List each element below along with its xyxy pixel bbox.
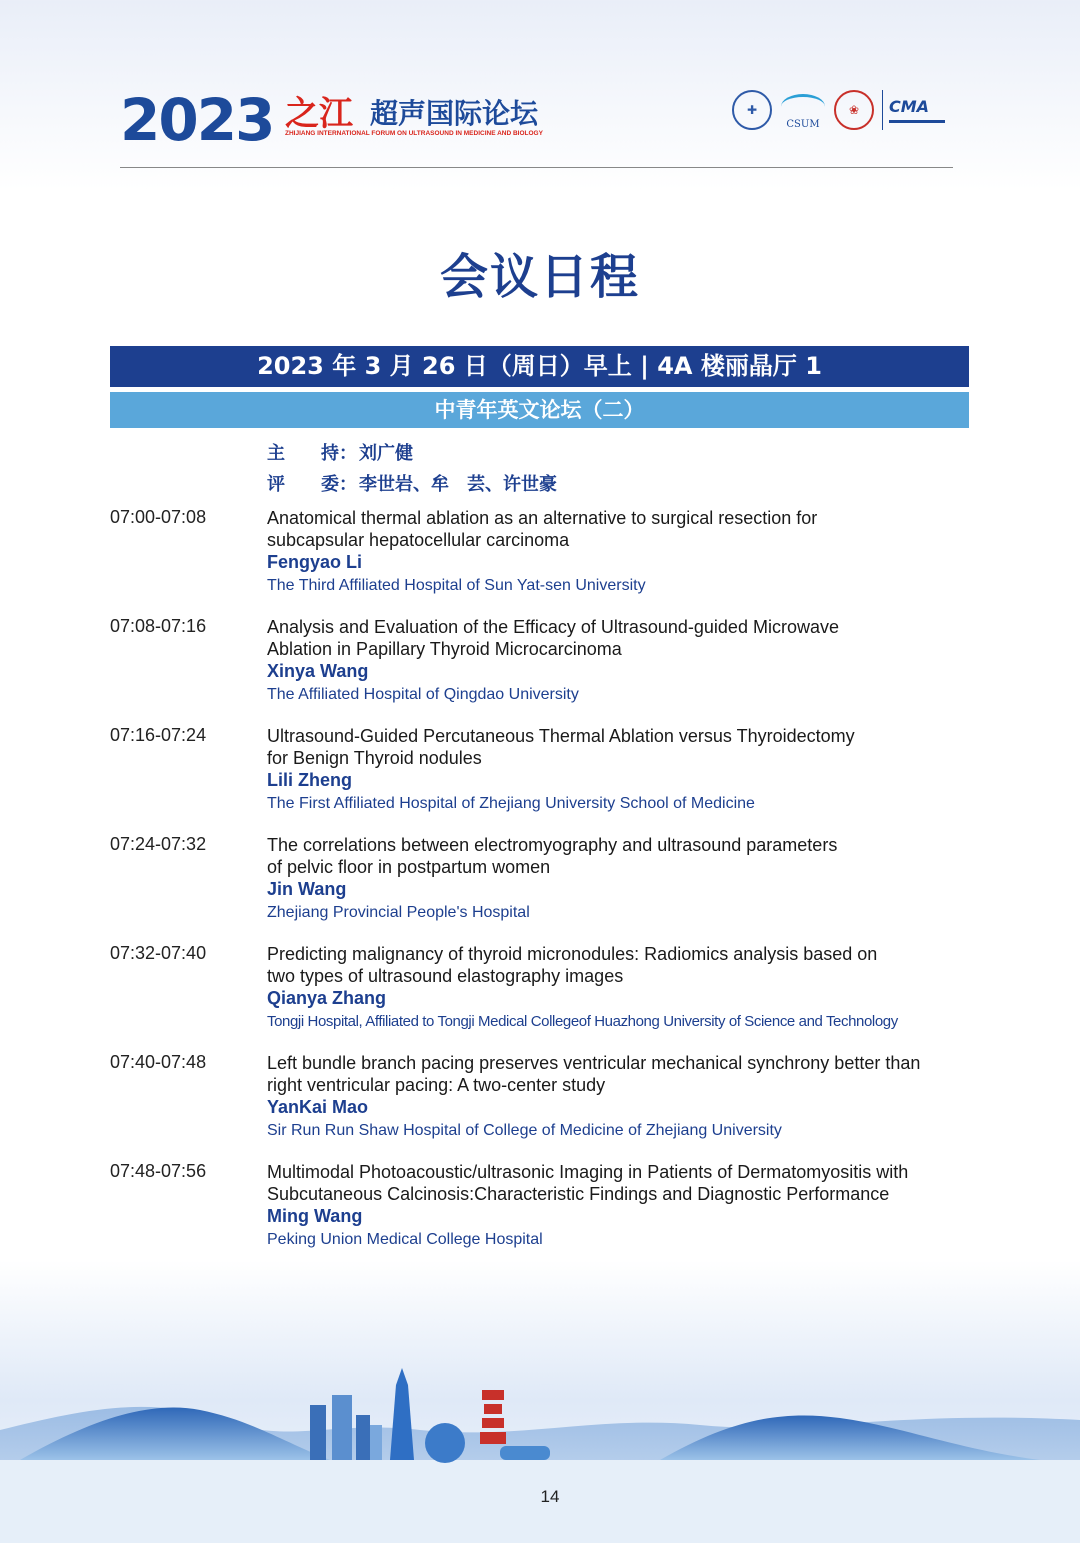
building-icon (310, 1395, 382, 1460)
session-title: Multimodal Photoacoustic/ultrasonic Imaging in Patients of Dermatomyositis with Subcutaneous Calcinosis:Characteristic Findings and Diagnostic Performance (267, 1162, 909, 1204)
medical-association-logo-icon: ❀ (834, 90, 874, 130)
session-title: Ultrasound-Guided Percutaneous Thermal Ablation versus Thyroidectomy for Benign Thyroid nodules (267, 726, 855, 768)
session-speaker: Lili Zheng (267, 770, 352, 790)
session-affiliation: The First Affiliated Hospital of Zhejiang University School of Medicine (267, 795, 755, 812)
year-logo: 2023 (120, 86, 274, 154)
session-affiliation: Sir Run Run Shaw Hospital of College of Medicine of Zhejiang University (267, 1122, 782, 1139)
page-number: 14 (540, 1487, 560, 1506)
header (120, 80, 955, 154)
session-speaker: Jin Wang (267, 879, 347, 899)
csum-label: CSUM (786, 119, 820, 130)
session-time: 07:24-07:32 (110, 834, 207, 854)
page-title: 会议日程 (439, 249, 640, 305)
session-time: 07:48-07:56 (110, 1161, 207, 1181)
sphere-building-icon (425, 1423, 465, 1463)
session-title: Anatomical thermal ablation as an alternative to surgical resection for subcapsular hepatocellular carcinoma (267, 508, 818, 550)
session-affiliation: Zhejiang Provincial People's Hospital (267, 904, 530, 921)
session-time: 07:00-07:08 (110, 507, 207, 527)
session-speaker: YanKai Mao (267, 1097, 369, 1117)
brand-calligraphy: 之江 (285, 94, 353, 134)
session-time: 07:32-07:40 (110, 943, 207, 963)
session-title: The correlations between electromyography and ultrasound parameters of pelvic floor in postpartum women (267, 835, 838, 877)
csum-logo-icon (780, 90, 826, 130)
session-affiliation: The Third Affiliated Hospital of Sun Yat-sen University (267, 577, 646, 594)
session-time: 07:08-07:16 (110, 616, 207, 636)
roles (267, 442, 557, 504)
date-venue-bar: 2023 年 3 月 26 日（周日）早上 | 4A 楼丽晶厅 1 (110, 346, 969, 387)
pagoda-icon (480, 1390, 506, 1444)
session-title-bar: 中青年英文论坛（二） (110, 392, 969, 428)
session-time: 07:16-07:24 (110, 725, 207, 745)
session-title: Left bundle branch pacing preserves ventricular mechanical synchrony better than right ventricular pacing: A two-center study (267, 1053, 921, 1095)
session-time: 07:40-07:48 (110, 1052, 207, 1072)
session-title: Predicting malignancy of thyroid micronodules: Radiomics analysis based on two types of ultrasound elastography images (267, 944, 878, 986)
host-value: 刘广健 (359, 443, 413, 464)
stadium-icon (500, 1446, 550, 1460)
forum-title-en: ZHIJIANG INTERNATIONAL FORUM ON ULTRASOUND IN MEDICINE AND BIOLOGY (285, 130, 543, 137)
emblem-logo-icon: ✚ (732, 90, 772, 130)
session-affiliation: Peking Union Medical College Hospital (267, 1231, 543, 1248)
session-speaker: Qianya Zhang (267, 988, 387, 1008)
sponsor-logos (732, 90, 953, 130)
session-speaker: Ming Wang (267, 1206, 363, 1226)
header-divider (120, 167, 953, 168)
session-speaker: Xinya Wang (267, 661, 369, 681)
host-label: 主 持： (267, 443, 357, 464)
cma-logo-icon: CMA (882, 90, 953, 130)
session-speaker: Fengyao Li (267, 552, 363, 572)
session-affiliation: Tongji Hospital, Affiliated to Tongji Medical Collegeof Huazhong University of Science and Technology (267, 1013, 898, 1030)
judges-value: 李世岩、牟 芸、许世豪 (359, 474, 557, 495)
tower-icon (390, 1368, 414, 1460)
host-row (267, 442, 557, 473)
session-affiliation: The Affiliated Hospital of Qingdao University (267, 686, 579, 703)
forum-title-cn: 超声国际论坛 (370, 97, 539, 130)
judges-label: 评 委： (267, 474, 357, 495)
session-title: Analysis and Evaluation of the Efficacy of Ultrasound-guided Microwave Ablation in Papillary Thyroid Microcarcinoma (267, 617, 839, 659)
judges-row (267, 473, 557, 504)
